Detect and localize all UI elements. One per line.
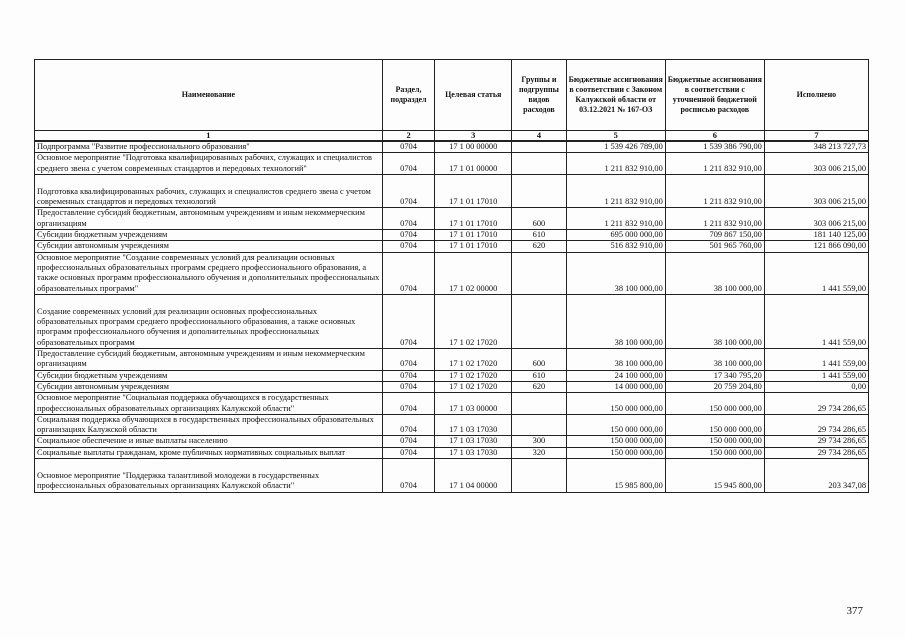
row-section: 0704: [382, 230, 435, 241]
table-row: [35, 241, 869, 252]
column-number: 1: [35, 131, 383, 142]
row-group: [512, 141, 567, 153]
table-row: [35, 447, 869, 458]
row-section: 0704: [382, 294, 435, 348]
row-roster-amount: 1 539 386 790,00: [665, 141, 764, 153]
header-law-amount: Бюджетные ассигнования в соответствии с Законом Калужской области от 03.12.2021 № 167-ОЗ: [566, 60, 665, 131]
row-executed: 203 347,08: [764, 459, 868, 493]
header-group: Группы и подгруппы видов расходов: [512, 60, 567, 131]
row-section: 0704: [382, 381, 435, 392]
row-target: 17 1 01 17010: [435, 241, 512, 252]
row-executed: 303 006 215,00: [764, 174, 868, 208]
table-row: [35, 414, 869, 436]
row-target: 17 1 01 00000: [435, 153, 512, 175]
row-section: 0704: [382, 153, 435, 175]
table-row: [35, 208, 869, 230]
row-group: [512, 393, 567, 415]
row-name: Субсидии автономным учреждениям: [35, 381, 383, 392]
table-row: [35, 381, 869, 392]
row-law-amount: 38 100 000,00: [566, 294, 665, 348]
row-executed: 121 866 090,00: [764, 241, 868, 252]
row-target: 17 1 03 17030: [435, 436, 512, 447]
table-row: [35, 252, 869, 294]
row-group: 610: [512, 370, 567, 381]
table-row: [35, 230, 869, 241]
row-executed: 303 006 215,00: [764, 208, 868, 230]
row-law-amount: 1 211 832 910,00: [566, 208, 665, 230]
row-section: 0704: [382, 370, 435, 381]
row-executed: 29 734 286,65: [764, 436, 868, 447]
row-target: 17 1 01 17010: [435, 208, 512, 230]
row-roster-amount: 15 945 800,00: [665, 459, 764, 493]
row-roster-amount: 17 340 795,20: [665, 370, 764, 381]
row-section: 0704: [382, 252, 435, 294]
header-row: [35, 60, 869, 131]
header-section: Раздел, подраздел: [382, 60, 435, 131]
table-row: [35, 349, 869, 371]
row-section: 0704: [382, 447, 435, 458]
column-number: 2: [382, 131, 435, 142]
row-law-amount: 150 000 000,00: [566, 393, 665, 415]
table-row: [35, 436, 869, 447]
row-roster-amount: 38 100 000,00: [665, 294, 764, 348]
row-executed: 29 734 286,65: [764, 393, 868, 415]
row-group: 620: [512, 381, 567, 392]
row-roster-amount: 150 000 000,00: [665, 436, 764, 447]
row-roster-amount: 20 759 204,80: [665, 381, 764, 392]
header-executed: Исполнено: [764, 60, 868, 131]
row-law-amount: 14 000 000,00: [566, 381, 665, 392]
row-name: Основное мероприятие "Социальная поддержка обучающихся в государственных профессиональных образовательных организациях Калужской области": [35, 393, 383, 415]
column-number-row: [35, 131, 869, 142]
row-executed: 181 140 125,00: [764, 230, 868, 241]
row-law-amount: 516 832 910,00: [566, 241, 665, 252]
row-target: 17 1 03 17030: [435, 414, 512, 436]
row-name: Субсидии бюджетным учреждениям: [35, 370, 383, 381]
row-roster-amount: 150 000 000,00: [665, 447, 764, 458]
row-target: 17 1 03 00000: [435, 393, 512, 415]
row-name: Социальные выплаты гражданам, кроме публичных нормативных социальных выплат: [35, 447, 383, 458]
row-executed: 0,00: [764, 381, 868, 392]
row-target: 17 1 01 17010: [435, 230, 512, 241]
table-row: [35, 174, 869, 208]
table-row: [35, 370, 869, 381]
row-target: 17 1 00 00000: [435, 141, 512, 153]
header-roster-amount: Бюджетные ассигнования в соответствии с уточненной бюджетной росписью расходов: [665, 60, 764, 131]
column-number: 5: [566, 131, 665, 142]
row-name: Социальная поддержка обучающихся в государственных профессиональных образовательных организациях Калужской области: [35, 414, 383, 436]
row-name: Подготовка квалифицированных рабочих, служащих и специалистов среднего звена с учетом современных стандартов и передовых технологий: [35, 174, 383, 208]
row-target: 17 1 02 17020: [435, 294, 512, 348]
row-group: 610: [512, 230, 567, 241]
column-number: 3: [435, 131, 512, 142]
row-law-amount: 695 000 000,00: [566, 230, 665, 241]
row-executed: 1 441 559,00: [764, 370, 868, 381]
row-roster-amount: 38 100 000,00: [665, 252, 764, 294]
row-target: 17 1 04 00000: [435, 459, 512, 493]
row-name: Подпрограмма "Развитие профессионального образования": [35, 141, 383, 153]
row-law-amount: 1 211 832 910,00: [566, 153, 665, 175]
row-roster-amount: 709 867 150,00: [665, 230, 764, 241]
row-executed: 1 441 559,00: [764, 349, 868, 371]
row-law-amount: 15 985 800,00: [566, 459, 665, 493]
row-group: [512, 252, 567, 294]
row-name: Субсидии бюджетным учреждениям: [35, 230, 383, 241]
row-roster-amount: 501 965 760,00: [665, 241, 764, 252]
row-target: 17 1 01 17010: [435, 174, 512, 208]
row-group: [512, 459, 567, 493]
row-executed: 1 441 559,00: [764, 252, 868, 294]
row-law-amount: 1 539 426 789,00: [566, 141, 665, 153]
row-group: [512, 174, 567, 208]
row-name: Предоставление субсидий бюджетным, автономным учреждениям и иным некоммерческим организациям: [35, 208, 383, 230]
row-section: 0704: [382, 208, 435, 230]
row-target: 17 1 03 17030: [435, 447, 512, 458]
row-law-amount: 150 000 000,00: [566, 414, 665, 436]
row-name: Основное мероприятие "Подготовка квалифицированных рабочих, служащих и специалистов среднего звена с учетом современных стандартов и передовых технологий": [35, 153, 383, 175]
row-section: 0704: [382, 436, 435, 447]
table-row: [35, 459, 869, 493]
header-target: Целевая статья: [435, 60, 512, 131]
row-executed: 348 213 727,73: [764, 141, 868, 153]
row-group: [512, 294, 567, 348]
row-roster-amount: 1 211 832 910,00: [665, 174, 764, 208]
row-law-amount: 38 100 000,00: [566, 252, 665, 294]
row-law-amount: 150 000 000,00: [566, 436, 665, 447]
row-target: 17 1 02 17020: [435, 381, 512, 392]
row-roster-amount: 38 100 000,00: [665, 349, 764, 371]
page-number: 377: [846, 605, 863, 617]
row-section: 0704: [382, 349, 435, 371]
row-name: Предоставление субсидий бюджетным, автономным учреждениям и иным некоммерческим организациям: [35, 349, 383, 371]
row-section: 0704: [382, 141, 435, 153]
row-law-amount: 1 211 832 910,00: [566, 174, 665, 208]
row-group: [512, 414, 567, 436]
row-group: [512, 153, 567, 175]
row-law-amount: 24 100 000,00: [566, 370, 665, 381]
column-number: 6: [665, 131, 764, 142]
row-group: 620: [512, 241, 567, 252]
table-row: [35, 153, 869, 175]
row-section: 0704: [382, 241, 435, 252]
row-target: 17 1 02 17020: [435, 349, 512, 371]
table-row: [35, 294, 869, 348]
row-name: Основное мероприятие "Создание современных условий для реализации основных профессиональных образовательных программ среднего профессионального образования, а также основных программ профессионального обучения и дополнительных профессиональных образовательных программ": [35, 252, 383, 294]
row-executed: 303 006 215,00: [764, 153, 868, 175]
row-name: Субсидии автономным учреждениям: [35, 241, 383, 252]
table-row: [35, 141, 869, 153]
table-row: [35, 393, 869, 415]
row-executed: 29 734 286,65: [764, 447, 868, 458]
row-name: Социальное обеспечение и иные выплаты населению: [35, 436, 383, 447]
budget-execution-table: [34, 59, 869, 493]
row-executed: 1 441 559,00: [764, 294, 868, 348]
row-section: 0704: [382, 414, 435, 436]
column-number: 4: [512, 131, 567, 142]
row-group: 600: [512, 349, 567, 371]
row-target: 17 1 02 17020: [435, 370, 512, 381]
row-section: 0704: [382, 459, 435, 493]
row-name: Основное мероприятие "Поддержка талантливой молодежи в государственных профессиональных образовательных организациях Калужской области": [35, 459, 383, 493]
row-roster-amount: 1 211 832 910,00: [665, 208, 764, 230]
row-group: 320: [512, 447, 567, 458]
row-law-amount: 38 100 000,00: [566, 349, 665, 371]
row-section: 0704: [382, 393, 435, 415]
row-group: 600: [512, 208, 567, 230]
row-roster-amount: 150 000 000,00: [665, 393, 764, 415]
header-name: Наименование: [35, 60, 383, 131]
row-executed: 29 734 286,65: [764, 414, 868, 436]
row-name: Создание современных условий для реализации основных профессиональных образовательных программ среднего профессионального образования, а также основных программ профессионального обучения и дополнительных профессиональных образовательных программ: [35, 294, 383, 348]
row-roster-amount: 1 211 832 910,00: [665, 153, 764, 175]
column-number: 7: [764, 131, 868, 142]
row-law-amount: 150 000 000,00: [566, 447, 665, 458]
row-group: 300: [512, 436, 567, 447]
row-roster-amount: 150 000 000,00: [665, 414, 764, 436]
row-section: 0704: [382, 174, 435, 208]
row-target: 17 1 02 00000: [435, 252, 512, 294]
